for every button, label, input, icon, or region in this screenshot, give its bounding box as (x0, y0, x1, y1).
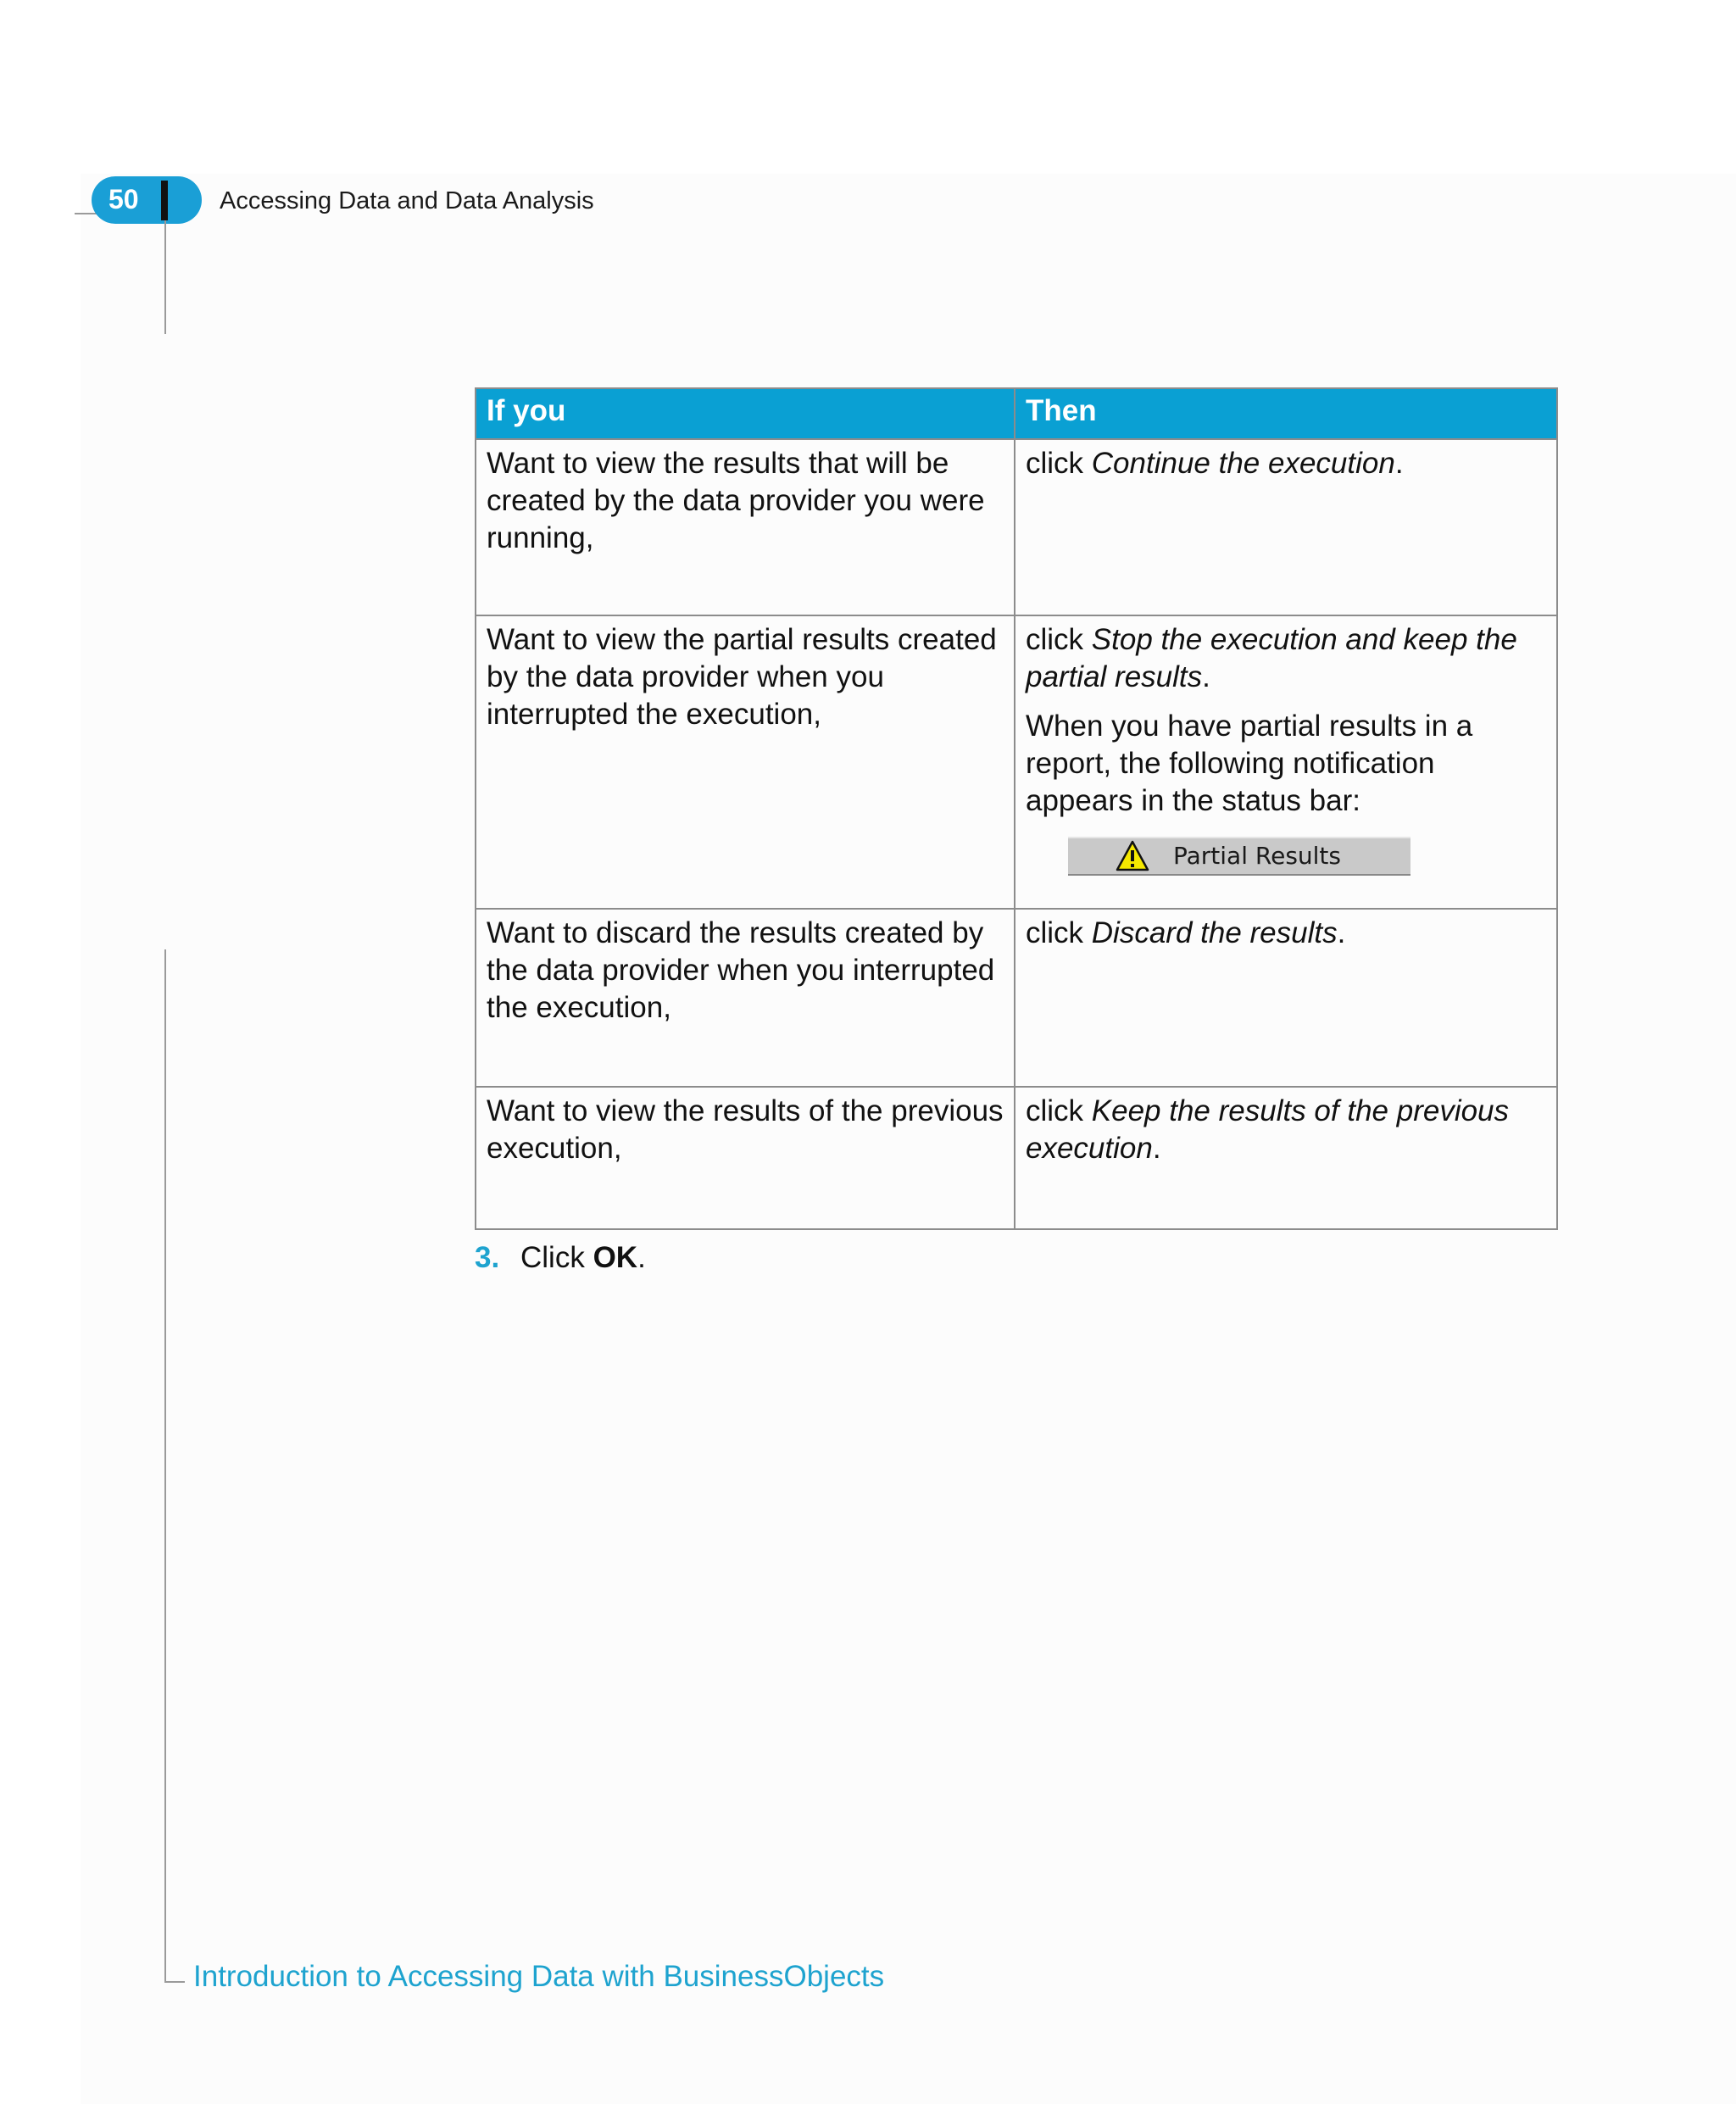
warning-triangle-icon (1116, 840, 1149, 872)
table-row (476, 1087, 1557, 1229)
table-row (476, 909, 1557, 1087)
step-number: 3. (475, 1241, 500, 1274)
action-cell (1015, 615, 1557, 909)
column-header-if: If you (476, 388, 1015, 439)
action-option: Stop the execution and keep the partial results (1026, 623, 1517, 693)
condition-cell: Want to view the results of the previous execution, (476, 1087, 1015, 1229)
action-suffix: . (1337, 916, 1346, 949)
margin-line-foot (164, 1981, 185, 1983)
table-row (476, 615, 1557, 909)
condition-cell: Want to view the partial results created by the data provider when you interrupted the execution, (476, 615, 1015, 909)
running-head: Accessing Data and Data Analysis (220, 187, 594, 214)
action-option: Continue the execution (1091, 447, 1395, 480)
action-prefix: click (1026, 623, 1092, 656)
action-option: Discard the results (1091, 916, 1338, 949)
page-number-divider (161, 181, 168, 220)
action-prefix: click (1026, 1094, 1092, 1127)
column-header-then: Then (1015, 388, 1557, 439)
condition-cell: Want to discard the results created by the data provider when you interrupted the execution, (476, 909, 1015, 1087)
condition-cell: Want to view the results that will be created by the data provider you were running, (476, 439, 1015, 615)
action-line (1026, 621, 1548, 696)
step-instruction (475, 1239, 646, 1277)
status-bar-example (1068, 837, 1410, 876)
margin-line-top (164, 220, 166, 334)
action-cell (1015, 439, 1557, 615)
step-prefix: Click (520, 1241, 593, 1274)
action-suffix: . (1394, 447, 1404, 480)
action-note: When you have partial results in a report, the following notification appears in the status bar: (1026, 710, 1473, 817)
action-cell (1015, 1087, 1557, 1229)
step-suffix: . (637, 1241, 646, 1274)
action-prefix: click (1026, 447, 1092, 480)
margin-line-bottom (164, 949, 166, 1982)
footer-title: Introduction to Accessing Data with BusinessObjects (193, 1960, 885, 1993)
status-bar-text: Partial Results (1173, 842, 1341, 870)
ok-label: OK (593, 1241, 638, 1274)
action-prefix: click (1026, 916, 1092, 949)
action-suffix: . (1202, 660, 1210, 693)
action-option: Keep the results of the previous execution (1026, 1094, 1510, 1165)
action-cell (1015, 909, 1557, 1087)
table-row (476, 439, 1557, 615)
page-number: 50 (108, 184, 139, 214)
table-header-row (476, 388, 1557, 439)
if-then-table (475, 387, 1558, 1230)
action-suffix: . (1152, 1132, 1161, 1165)
